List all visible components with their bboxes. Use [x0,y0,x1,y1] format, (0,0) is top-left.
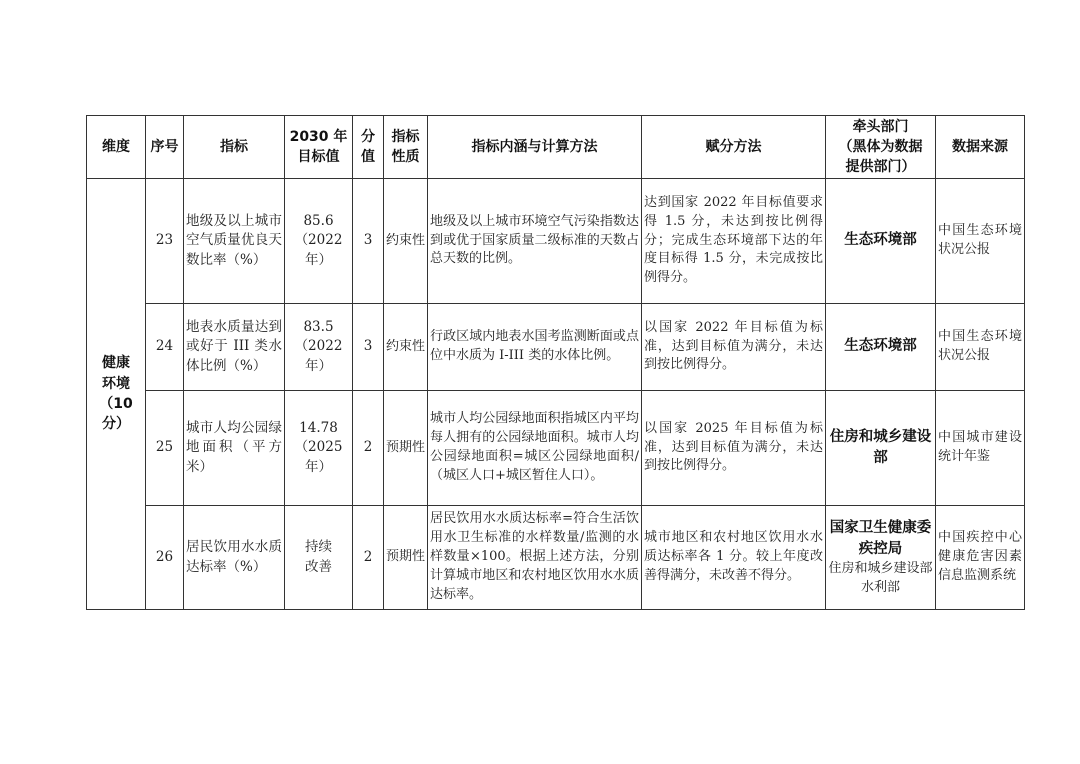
header-target [285,116,353,179]
dept-cell: 生态环境部 [826,179,936,304]
score-cell: 3 [353,179,384,304]
dept-primary: 国家卫生健康委疾控局 [829,519,932,557]
dimension-label-line1: 健康 [102,355,130,372]
seq-cell: 25 [146,391,184,506]
indicator-cell: 城市人均公园绿地面积（平方米） [184,391,285,506]
header-nature-line2: 性质 [391,149,420,165]
dept-cell: 生态环境部 [826,304,936,391]
content-cell: 地级及以上城市环境空气污染指数达到或优于国家质量二级标准的天数占总天数的比例。 [428,179,642,304]
content-cell: 行政区域内地表水国考监测断面或点位中水质为 I-III 类的水体比例。 [428,304,642,391]
seq-cell: 26 [146,506,184,610]
header-target-line1: 2030 年 [289,128,348,145]
source-cell: 中国生态环境状况公报 [936,179,1025,304]
seq-cell: 23 [146,179,184,304]
content-cell: 居民饮用水水质达标率=符合生活饮用水卫生标准的水样数量/监测的水样数量×100。根据上述方法，分别计算城市地区和农村地区饮用水水质达标率。 [428,506,642,610]
header-indicator: 指标 [184,116,285,179]
indicator-table [86,115,1025,610]
dept-cell [826,506,936,610]
header-dept [826,116,936,179]
header-source: 数据来源 [936,116,1025,179]
header-dimension: 维度 [87,116,146,179]
source-cell: 中国生态环境状况公报 [936,304,1025,391]
header-dept-line3: 提供部门） [845,159,916,176]
indicator-cell: 地级及以上城市空气质量优良天数比率（%） [184,179,285,304]
dept-cell: 住房和城乡建设部 [826,391,936,506]
target-value: 85.6 [303,212,334,229]
scoring-cell: 达到国家 2022 年目标值要求得 1.5 分，未达到按比例得分；完成生态环境部下达的年度目标得 1.5 分，未完成按比例得分。 [642,179,826,304]
nature-cell: 预期性 [384,391,428,506]
header-scoring: 赋分方法 [642,116,826,179]
indicator-cell: 居民饮用水水质达标率（%） [184,506,285,610]
indicator-cell: 地表水质量达到或好于 III 类水体比例（%） [184,304,285,391]
target-cell [285,304,353,391]
content-cell: 城市人均公园绿地面积指城区内平均每人拥有的公园绿地面积。城市人均公园绿地面积=城区公园绿地面积/（城区人口+城区暂住人口）。 [428,391,642,506]
target-cell [285,179,353,304]
target-note: 改善 [305,558,332,575]
seq-cell: 24 [146,304,184,391]
table-row [87,391,1025,506]
header-seq: 序号 [146,116,184,179]
table-row [87,304,1025,391]
score-cell: 3 [353,304,384,391]
target-note: （2022年） [294,338,343,374]
target-value: 持续 [305,538,332,555]
dimension-label-line3: （10分） [99,396,133,433]
scoring-cell: 以国家 2025 年目标值为标准，达到目标值为满分，未达到按比例得分。 [642,391,826,506]
target-value: 14.78 [299,419,338,436]
table-row [87,179,1025,304]
scoring-cell: 以国家 2022 年目标值为标准，达到目标值为满分，未达到按比例得分。 [642,304,826,391]
dept-secondary: 住房和城乡建设部 [828,560,933,576]
header-dept-line1: 牵头部门 [852,118,909,135]
header-score: 分值 [353,116,384,179]
scoring-cell: 城市地区和农村地区饮用水水质达标率各 1 分。较上年度改善得满分，未改善不得分。 [642,506,826,610]
header-dept-line2: （黑体为数据 [838,138,923,155]
target-note: （2025年） [294,439,343,475]
nature-cell: 约束性 [384,304,428,391]
target-cell [285,391,353,506]
header-row [87,116,1025,179]
dept-secondary: 水利部 [860,579,900,595]
header-nature [384,116,428,179]
source-cell: 中国城市建设统计年鉴 [936,391,1025,506]
table-row [87,506,1025,610]
nature-cell: 预期性 [384,506,428,610]
header-nature-line1: 指标 [391,128,420,145]
source-cell: 中国疾控中心健康危害因素信息监测系统 [936,506,1025,610]
target-value: 83.5 [303,318,334,335]
target-cell [285,506,353,610]
dimension-cell [87,179,146,610]
target-note: （2022年） [294,232,343,268]
nature-cell: 约束性 [384,179,428,304]
header-content: 指标内涵与计算方法 [428,116,642,179]
header-target-line2: 目标值 [297,149,340,165]
dimension-label-line2: 环境 [102,375,130,392]
score-cell: 2 [353,506,384,610]
score-cell: 2 [353,391,384,506]
